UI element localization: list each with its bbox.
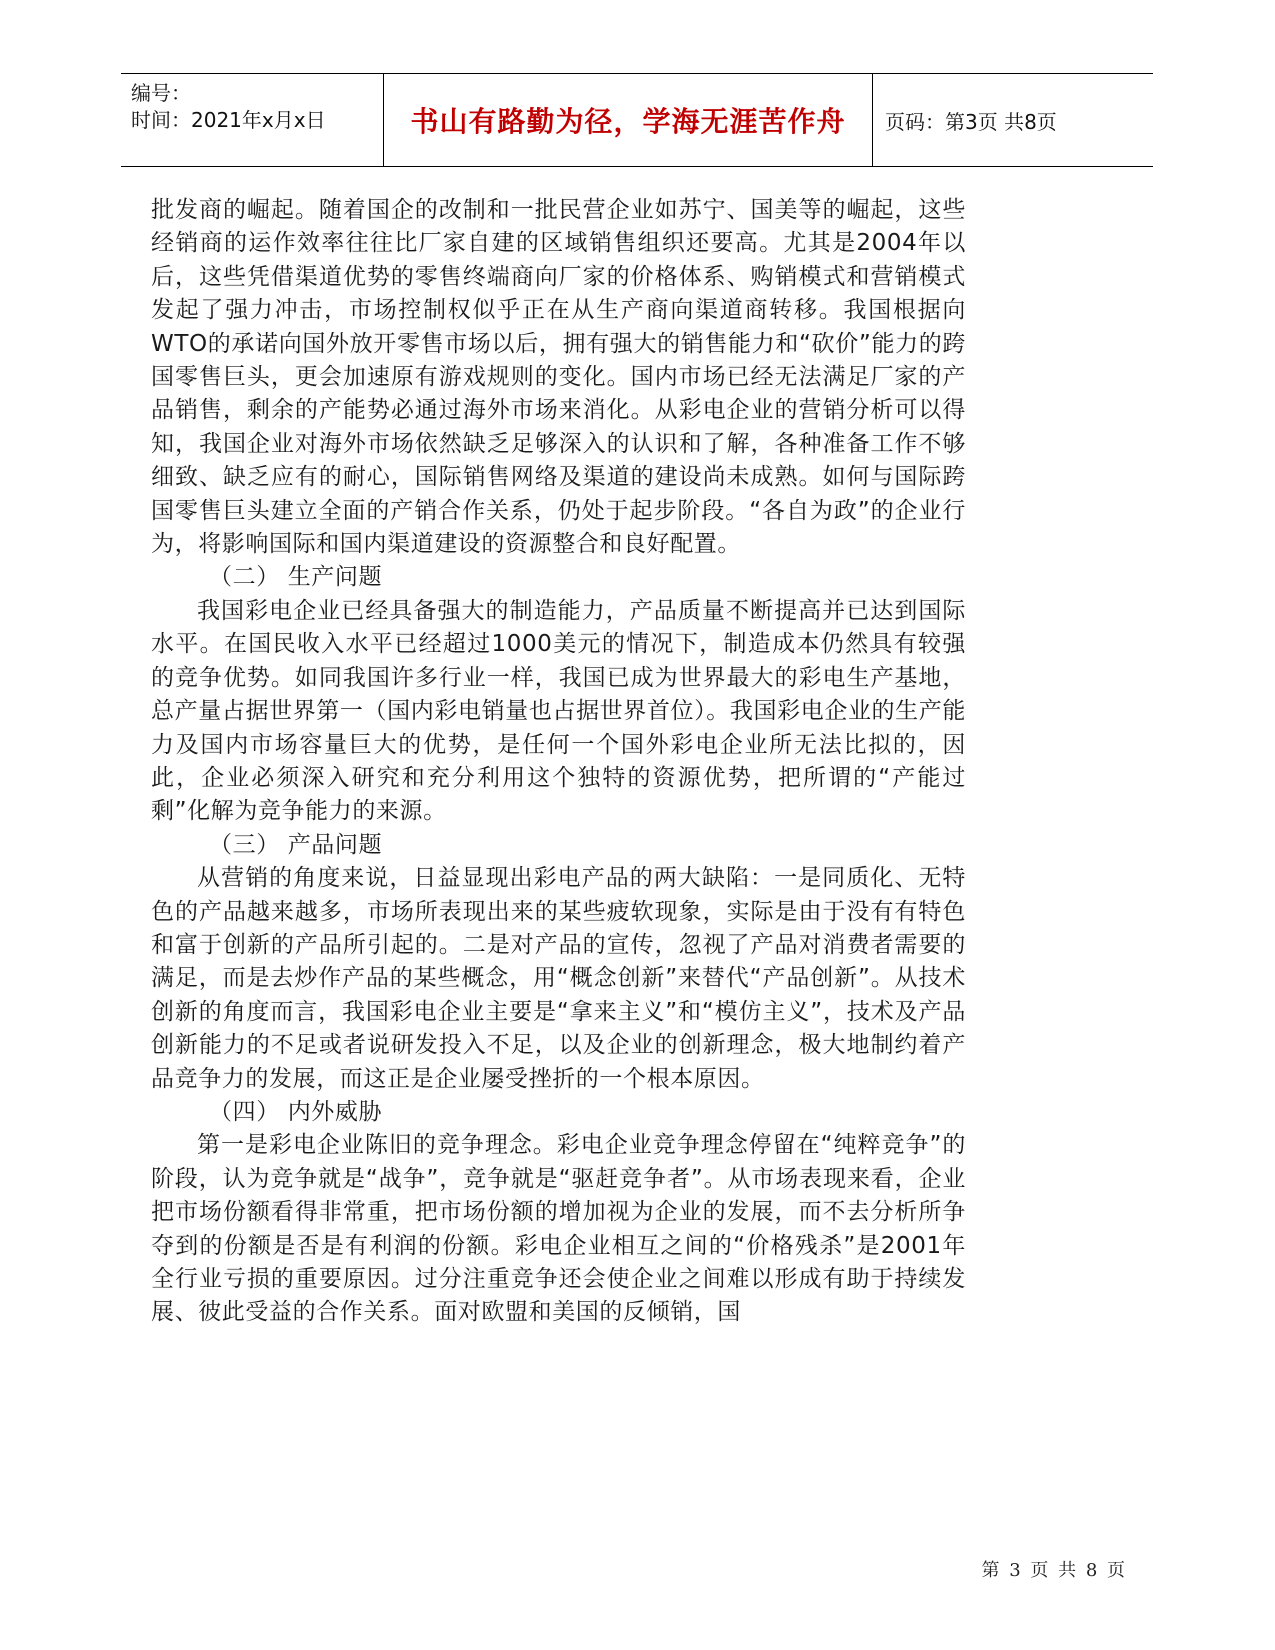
header-page-info: 页码：第3页 共8页 — [885, 109, 1057, 134]
document-time-label: 时间：2021年x月x日 — [131, 108, 326, 132]
body-paragraph: 我国彩电企业已经具备强大的制造能力，产品质量不断提高并已达到国际水平。在国民收入水平已经超过1000美元的情况下，制造成本仍然具有较强的竞争优势。如同我国许多行业一样，我国已成为世界最大的彩电生产基地，总产量占据世界第一（国内彩电销量也占据世界首位）。我国彩电企业的生产能力及国内市场容量巨大的优势，是任何一个国外彩电企业所无法比拟的，因此，企业必须深入研究和充分利用这个独特的资源优势，把所谓的“产能过剩”化解为竞争能力的来源。 — [151, 597, 966, 825]
section-heading-production: （二） 生产问题 — [209, 564, 383, 591]
body-paragraph: 第一是彩电企业陈旧的竞争理念。彩电企业竞争理念停留在“纯粹竞争”的阶段，认为竞争就是“战争”，竞争就是“驱赶竞争者”。从市场表现来看，企业把市场份额看得非常重，把市场份额的增加视为企业的发展，而不去分析所争夺到的份额是否是有利润的份额。彩电企业相互之间的“价格残杀”是2001年全行业亏损的重要原因。过分注重竞争还会使企业之间难以形成有助于持续发展、彼此受益的合作关系。面对欧盟和美国的反倾销，国 — [151, 1132, 966, 1326]
body-paragraph: 批发商的崛起。随着国企的改制和一批民营企业如苏宁、国美等的崛起，这些经销商的运作效率往往比厂家自建的区域销售组织还要高。尤其是2004年以后，这些凭借渠道优势的零售终端商向厂家的价格体系、购销模式和营销模式发起了强力冲击，市场控制权似乎正在从生产商向渠道商转移。我国根据向WTO的承诺向国外放开零售市场以后，拥有强大的销售能力和“砍价”能力的跨国零售巨头，更会加速原有游戏规则的变化。国内市场已经无法满足厂家的产品销售，剩余的产能势必通过海外市场来消化。从彩电企业的营销分析可以得知，我国企业对海外市场依然缺乏足够深入的认识和了解，各种准备工作不够细致、缺乏应有的耐心，国际销售网络及渠道的建设尚未成熟。如何与国际跨国零售巨头建立全面的产销合作关系，仍处于起步阶段。“各自为政”的企业行为，将影响国际和国内渠道建设的资源整合和良好配置。 — [151, 197, 966, 558]
document-body — [151, 194, 966, 1330]
document-header — [121, 73, 1153, 167]
header-meta — [121, 74, 384, 166]
body-paragraph: 从营销的角度来说，日益显现出彩电产品的两大缺陷：一是同质化、无特色的产品越来越多，市场所表现出来的某些疲软现象，实际是由于没有有特色和富于创新的产品所引起的。二是对产品的宣传，忽视了产品对消费者需要的满足，而是去炒作产品的某些概念，用“概念创新”来替代“产品创新”。从技术创新的角度而言，我国彩电企业主要是“拿来主义”和“模仿主义”，技术及产品创新能力的不足或者说研发投入不足，以及企业的创新理念，极大地制约着产品竞争力的发展，而这正是企业屡受挫折的一个根本原因。 — [151, 865, 966, 1092]
section-heading-product: （三） 产品问题 — [209, 831, 383, 858]
document-number-label: 编号： — [131, 81, 191, 105]
page-footer: 第 3 页 共 8 页 — [981, 1560, 1127, 1581]
section-heading-threats: （四） 内外威胁 — [209, 1098, 383, 1125]
header-motto: 书山有路勤为径，学海无涯苦作舟 — [384, 74, 873, 166]
